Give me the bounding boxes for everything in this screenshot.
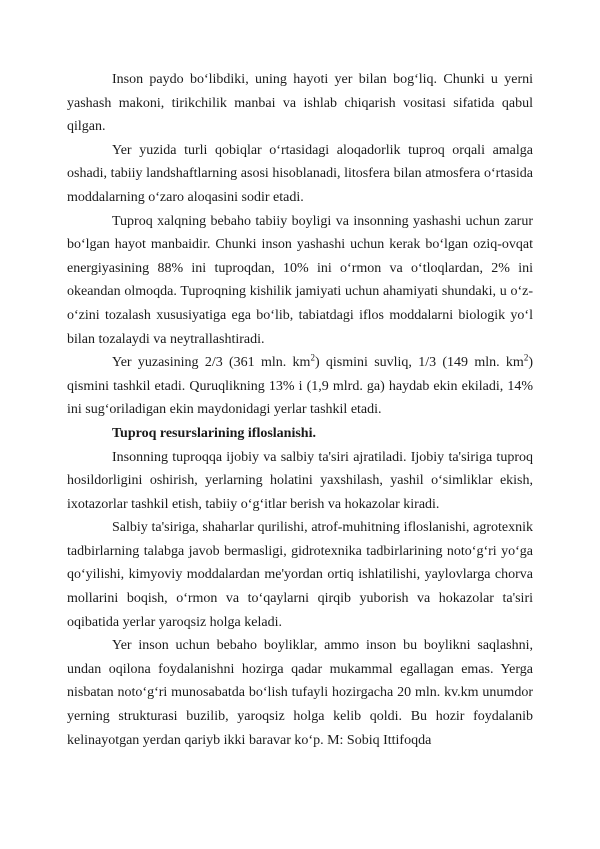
paragraph-land-area bbox=[67, 351, 533, 422]
land-area-text-2: ) qismini suvliq, 1/3 (149 mln. km bbox=[314, 355, 524, 371]
paragraph-negative-impact: Salbiy ta'siriga, shaharlar qurilishi, atrof-muhitning ifloslanishi, agrotexnik tadbirlarning talabga javob bermasligi, gidrotexnika tadbirlarining noto‘g‘ri yo‘ga qo‘yilishi, kimyoviy moddalardan me'yordan ortiq ishlatilishi, yaylovlarga chorva mollarini boqish, o‘rmon va to‘qaylarni qirqib yuborish va hokazolar ta'siri oqibatida yerlar yaroqsiz holga keladi. bbox=[67, 520, 533, 630]
section-heading: Tuproq resurslarining ifloslanishi. bbox=[112, 425, 316, 441]
paragraph-earth-shells: Yer yuzida turli qobiqlar o‘rtasidagi aloqadorlik tuproq orqali amalga oshadi, tabiiy landshaftlarning asosi hisoblanadi, litosfera bilan atmosfera o‘rtasida moddalarning o‘zaro aloqasini sodir etadi. bbox=[67, 142, 533, 205]
superscript-km2-2: 2 bbox=[523, 352, 529, 363]
land-area-text-3: ) qismini tashkil etadi. Quruqlikning 13% i (1,9 mlrd. ga) haydab ekin ekiladi, 14% ini sug‘oriladigan ekin maydonidagi yerlar tashkil etadi. bbox=[67, 355, 533, 418]
superscript-km2-1: 2 bbox=[310, 352, 315, 363]
paragraph-positive-impact: Insonning tuproqqa ijobiy va salbiy ta'siri ajratiladi. Ijobiy ta'siriga tuproq hosildorligini oshirish, yerlarning holatini yaxshilash, yashil o‘simliklar ekish, ixotazorlar tashkil etish, tabiiy o‘g‘itlar berish va hokazolar kiradi. bbox=[67, 449, 533, 512]
land-area-text-1: Yer yuzasining 2/3 (361 mln. km bbox=[112, 355, 311, 371]
paragraph-intro: Inson paydo bo‘libdiki, uning hayoti yer bilan bog‘liq. Chunki u yerni yashash makoni, tirikchilik manbai va ishlab chiqarish vositasi sifatida qabul qilgan. bbox=[67, 72, 533, 135]
paragraph-soil-wealth: Tuproq xalqning bebaho tabiiy boyligi va insonning yashashi uchun zarur bo‘lgan hayot manbaidir. Chunki inson yashashi uchun kerak bo‘lgan oziq-ovqat energiyasining 88% ini tuproqdan, 10% ini o‘rmon va o‘tloqlardan, 2% ini okeandan olmoqda. Tuproqning kishilik jamiyati uchun ahamiyati shundaki, u o‘z-o‘zini tozalash xususiyatiga ega bo‘lib, tabiatdagi iflos moddalarni biologik yo‘l bilan tozalaydi va neytrallashtiradi. bbox=[67, 213, 533, 347]
paragraph-land-degradation: Yer inson uchun bebaho boyliklar, ammo inson bu boylikni saqlashni, undan oqilona foydalanishni hozirga qadar mukammal egallagan emas. Yerga nisbatan noto‘g‘ri munosabatda bo‘lish tufayli hozirgacha 20 mln. kv.km unumdor yerning strukturasi buzilib, yaroqsiz holga kelib qoldi. Bu hozir foydalanib kelinayotgan yerdan qariyb ikki baravar ko‘p. M: Sobiq Ittifoqda bbox=[67, 638, 533, 748]
